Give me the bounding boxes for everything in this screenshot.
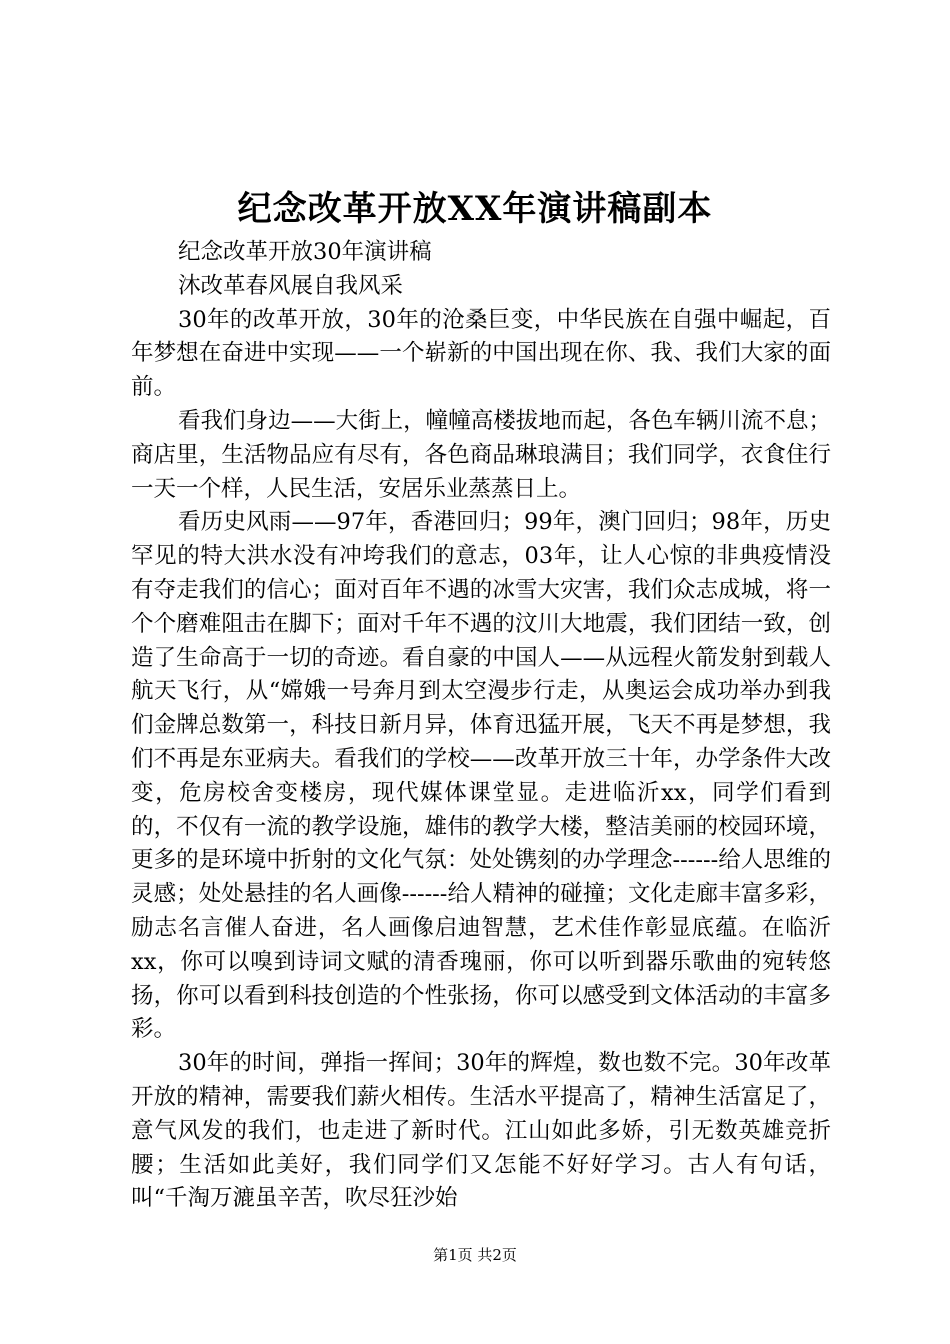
paragraph-subtitle-1: 纪念改革开放30年演讲稿: [178, 239, 432, 265]
page-number-footer: 第1页 共2页: [433, 1246, 517, 1264]
paragraph: 30年的时间，弹指一挥间；30年的辉煌，数也数不完。30年改革开放的精神，需要我们薪火相传。生活水平提高了，精神生活富足了，意气风发的我们，也走进了新时代。江山如此多娇，引无数英雄竞折腰；生活如此美好，我们同学们又怎能不好好学习。古人有句话，叫“千淘万漉虽辛苦，吹尽狂沙始: [131, 1050, 831, 1212]
paragraph: 看我们身边——大街上，幢幢高楼拔地而起，各色车辆川流不息；商店里，生活物品应有尽有，各色商品琳琅满目；我们同学，衣食住行一天一个样，人民生活，安居乐业蒸蒸日上。: [131, 407, 831, 502]
paragraph: 30年的改革开放，30年的沧桑巨变，中华民族在自强中崛起，百年梦想在奋进中实现——一个崭新的中国出现在你、我、我们大家的面前。: [131, 306, 831, 401]
paragraph-subtitle-2: 沐改革春风展自我风采: [178, 272, 404, 299]
document-body: [131, 236, 831, 1216]
document-title: 纪念改革开放XX年演讲稿副本: [237, 189, 713, 229]
paragraph: 看历史风雨——97年，香港回归；99年，澳门回归；98年，历史罕见的特大洪水没有冲垮我们的意志，03年，让人心惊的非典疫情没有夺走我们的信心；面对百年不遇的冰雪大灾害，我们众志成城，将一个个磨难阻击在脚下；面对千年不遇的汶川大地震，我们团结一致，创造了生命高于一切的奇迹。看自豪的中国人——从远程火箭发射到载人航天飞行，从“嫦娥一号奔月到太空漫步行走，从奥运会成功举办到我们金牌总数第一，科技日新月异，体育迅猛开展，飞天不再是梦想，我们不再是东亚病夫。看我们的学校——改革开放三十年，办学条件大改变，危房校舍变楼房，现代媒体课堂显。走进临沂xx，同学们看到的，不仅有一流的教学设施，雄伟的教学大楼，整洁美丽的校园环境，更多的是环境中折射的文化气氛：处处镌刻的办学理念------给人思维的灵感；处处悬挂的名人画像------给人精神的碰撞；文化走廊丰富多彩，励志名言催人奋进，名人画像启迪智慧，艺术佳作彰显底蕴。在临沂xx，你可以嗅到诗词文赋的清香瑰丽，你可以听到器乐歌曲的宛转悠扬，你可以看到科技创造的个性张扬，你可以感受到文体活动的丰富多彩。: [131, 509, 831, 1043]
